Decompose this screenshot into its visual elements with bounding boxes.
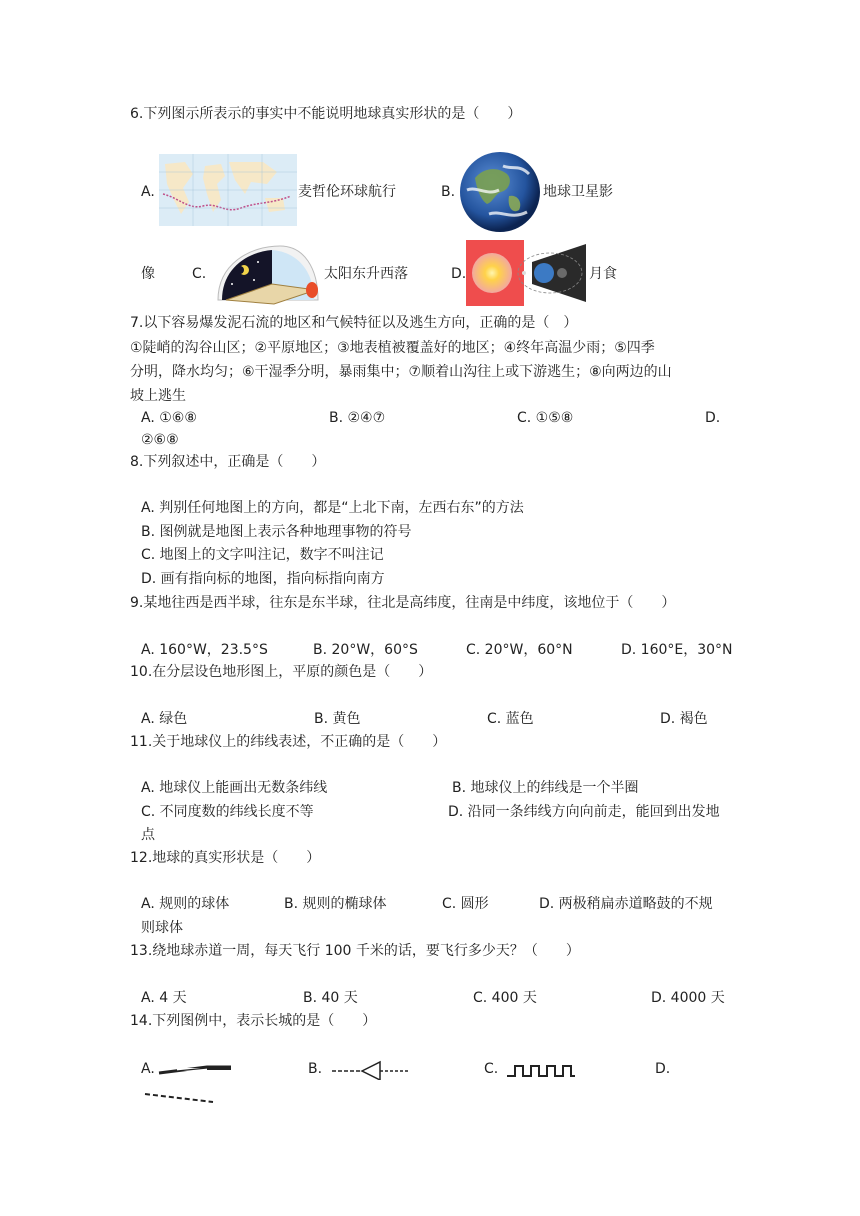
q14-option-a-label: A. (141, 1061, 155, 1077)
q7-conditions-line-3: 坡上逃生 (130, 388, 186, 404)
q6-option-b-text: 地球卫星影 (543, 184, 613, 200)
question-10-stem: 10.在分层设色地形图上，平原的颜色是（ ） (130, 664, 433, 680)
q14-option-c-label: C. (484, 1061, 499, 1077)
q10-option-a: A. 绿色 (141, 711, 188, 727)
q14-option-d-label: D. (655, 1061, 671, 1077)
q13-option-a: A. 4 天 (141, 990, 187, 1006)
q7-option-d: D. (705, 410, 721, 426)
question-14-stem: 14.下列图例中，表示长城的是（ ） (130, 1013, 377, 1029)
q14-option-b-label: B. (308, 1061, 323, 1077)
q11-option-d-continued: 点 (141, 827, 155, 843)
dashed-line-symbol-figure (143, 1090, 215, 1106)
q10-option-c: C. 蓝色 (487, 711, 534, 727)
q10-option-d: D. 褐色 (660, 711, 708, 727)
q8-option-b: B. 图例就是地图上表示各种地理事物的符号 (141, 524, 412, 540)
q12-option-d-continued: 则球体 (141, 920, 183, 936)
world-route-map-figure (159, 154, 297, 226)
q12-option-d: D. 两极稍扁赤道略鼓的不规 (539, 896, 713, 912)
q9-option-c: C. 20°W，60°N (466, 642, 573, 658)
q12-option-c: C. 圆形 (442, 896, 489, 912)
q6-option-b-label: B. (441, 184, 456, 200)
q6-option-c-label: C. (192, 266, 207, 282)
question-13-stem: 13.绕地球赤道一周，每天飞行 100 千米的话，要飞行多少天？（ ） (130, 943, 580, 959)
crenellated-line-symbol-figure (505, 1060, 577, 1080)
q6-option-d-label: D. (451, 266, 467, 282)
q12-option-b: B. 规则的椭球体 (284, 896, 387, 912)
q11-option-c: C. 不同度数的纬线长度不等 (141, 804, 314, 820)
q7-option-b: B. ②④⑦ (329, 410, 386, 426)
question-12-stem: 12.地球的真实形状是（ ） (130, 850, 321, 866)
question-11-stem: 11.关于地球仪上的纬线表述，不正确的是（ ） (130, 734, 447, 750)
sunrise-dome-diagram-figure (210, 244, 322, 306)
q8-option-a: A. 判别任何地图上的方向，都是“上北下南，左西右东”的方法 (141, 500, 524, 516)
q9-option-b: B. 20°W，60°S (313, 642, 418, 658)
question-9-stem: 9.某地往西是西半球，往东是东半球，往北是高纬度，往南是中纬度，该地位于（ ） (130, 595, 676, 611)
q7-option-d-continued: ②⑥⑧ (141, 432, 179, 448)
q6-option-c-text: 太阳东升西落 (324, 266, 408, 282)
q9-option-a: A. 160°W，23.5°S (141, 642, 268, 658)
lunar-eclipse-diagram-figure (466, 240, 588, 306)
q8-option-c: C. 地图上的文字叫注记，数字不叫注记 (141, 547, 384, 563)
q9-option-d: D. 160°E，30°N (621, 642, 733, 658)
q8-option-d: D. 画有指向标的地图，指向标指向南方 (141, 571, 385, 587)
q7-conditions-line-1: ①陡峭的沟谷山区；②平原地区；③地表植被覆盖好的地区；④终年高温少雨；⑤四季 (130, 340, 655, 356)
earth-satellite-image-figure (459, 150, 541, 234)
q7-option-c: C. ①⑤⑧ (517, 410, 574, 426)
q6-option-b-continued: 像 (141, 266, 155, 282)
q11-option-a: A. 地球仪上能画出无数条纬线 (141, 780, 328, 796)
q13-option-d: D. 4000 天 (651, 990, 725, 1006)
q13-option-c: C. 400 天 (473, 990, 537, 1006)
triangle-line-symbol-figure (330, 1060, 410, 1080)
q13-option-b: B. 40 天 (303, 990, 358, 1006)
q7-option-a: A. ①⑥⑧ (141, 410, 197, 426)
q6-option-a-label: A. (141, 184, 155, 200)
question-7-stem: 7.以下容易爆发泥石流的地区和气候特征以及逃生方向，正确的是（ ） (130, 315, 578, 331)
q6-option-d-text: 月食 (589, 266, 617, 282)
question-8-stem: 8.下列叙述中，正确是（ ） (130, 454, 326, 470)
question-6-stem: 6.下列图示所表示的事实中不能说明地球真实形状的是（ ） (130, 106, 522, 122)
q7-conditions-line-2: 分明，降水均匀；⑥干湿季分明，暴雨集中；⑦顺着山沟往上或下游逃生；⑧向两边的山 (130, 364, 672, 380)
q11-option-b: B. 地球仪上的纬线是一个半圈 (452, 780, 639, 796)
q12-option-a: A. 规则的球体 (141, 896, 230, 912)
q6-option-a-text: 麦哲伦环球航行 (298, 184, 396, 200)
thick-line-symbol-figure (157, 1062, 233, 1078)
q10-option-b: B. 黄色 (314, 711, 361, 727)
q11-option-d: D. 沿同一条纬线方向向前走，能回到出发地 (448, 804, 720, 820)
